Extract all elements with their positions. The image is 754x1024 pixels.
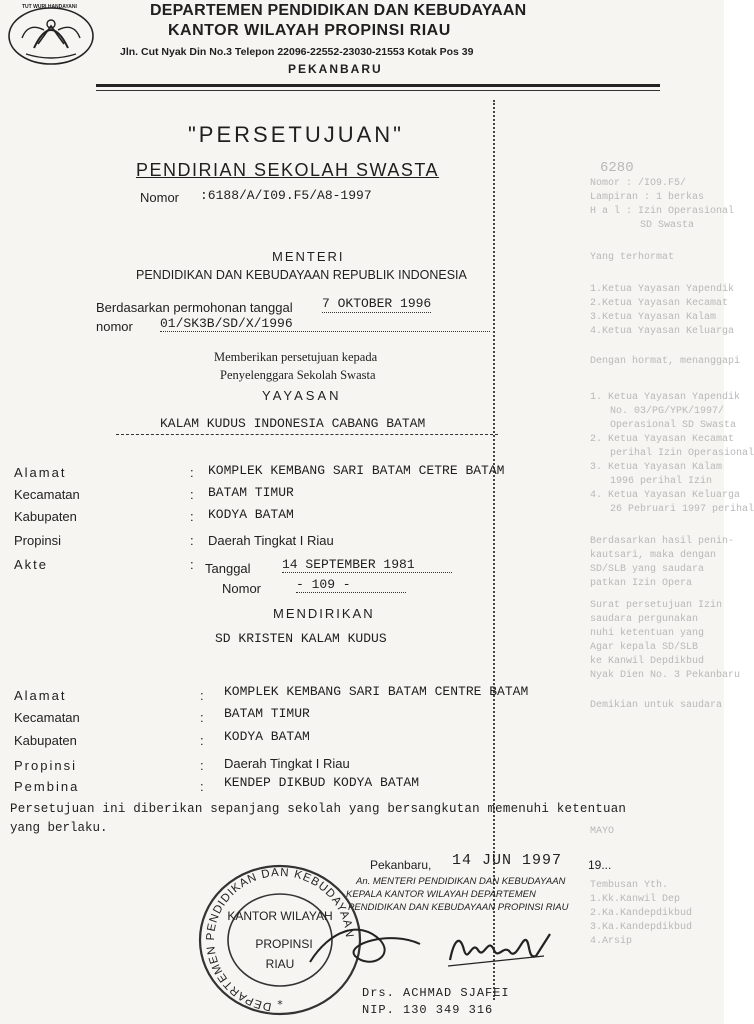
school-address: KOMPLEK KEMBANG SARI BATAM CENTRE BATAM [224, 684, 529, 699]
authority-heading: MENTERI [272, 249, 345, 264]
signature-place: Pekanbaru, [370, 858, 432, 872]
foundation-address: KOMPLEK KEMBANG SARI BATAM CETRE BATAM [208, 463, 505, 478]
colon: : [190, 557, 194, 572]
colon: : [200, 733, 204, 748]
colon: : [190, 533, 194, 548]
foundation-province-label: Propinsi [14, 533, 61, 548]
approval-line-1: Memberikan persetujuan kepada [214, 350, 378, 364]
clause-line-2: yang berlaku. [10, 821, 108, 835]
school-regency-label: Kabupaten [14, 733, 77, 748]
document-number-label: Nomor [140, 190, 180, 205]
colon: : [200, 758, 204, 773]
foundation-district: BATAM TIMUR [208, 485, 294, 500]
colon: : [200, 779, 204, 794]
letterhead-rule-thin [96, 90, 660, 91]
establishes-heading: MENDIRIKAN [273, 606, 375, 621]
signature-date: 14 JUN 1997 [452, 852, 563, 869]
colon: : [190, 509, 194, 524]
deed-date: 14 SEPTEMBER 1981 [282, 557, 452, 573]
school-name: SD KRISTEN KALAM KUDUS [215, 631, 387, 646]
school-province-label: Propinsi [14, 758, 77, 773]
application-date: 7 OKTOBER 1996 [322, 296, 432, 311]
stamp-center-1: KANTOR WILAYAH [227, 909, 333, 923]
letterhead-office: KANTOR WILAYAH PROPINSI RIAU [168, 22, 451, 39]
foundation-regency: KODYA BATAM [208, 507, 294, 522]
application-number-label: nomor [96, 319, 133, 334]
document-title: "PERSETUJUAN" [188, 122, 404, 147]
foundation-district-label: Kecamatan [14, 487, 80, 502]
school-district: BATAM TIMUR [224, 706, 310, 721]
logo-motto: TUT WURI HANDAYANI [22, 4, 77, 10]
foundation-underline [116, 434, 498, 435]
signer-nip: NIP. 130 349 316 [362, 1003, 494, 1017]
school-address-label: Alamat [14, 688, 67, 703]
clause-line-1: Persetujuan ini diberikan sepanjang sekolah yang bersangkutan memenuhi ketentuan [10, 802, 627, 816]
authority-name: PENDIDIKAN DAN KEBUDAYAAN REPUBLIK INDONESIA [136, 268, 467, 282]
application-date-label: Berdasarkan permohonan tanggal [96, 300, 293, 315]
svg-text:*: * [277, 998, 283, 1011]
tut-wuri-handayani-logo [4, 4, 94, 64]
stamp-center-2: PROPINSI [255, 937, 313, 951]
deed-number: - 109 - [296, 577, 406, 593]
stamp-center-3: RIAU [265, 957, 295, 971]
school-supervisor: KENDEP DIKBUD KODYA BATAM [224, 775, 420, 790]
school-district-label: Kecamatan [14, 710, 80, 725]
letterhead-address: Jln. Cut Nyak Din No.3 Telepon 22096-22552-23030-21553 Kotak Pos 39 [120, 46, 474, 58]
signature-position-1: KEPALA KANTOR WILAYAH DEPARTEMEN [346, 889, 536, 900]
school-regency: KODYA BATAM [224, 729, 310, 744]
school-province: Daerah Tingkat I Riau [224, 756, 350, 771]
signature-year-suffix: 19... [588, 858, 612, 872]
document-number: :6188/A/I09.F5/A8-1997 [200, 188, 372, 203]
signer-name: Drs. ACHMAD SJAFEI [362, 986, 510, 1000]
signature-position-2: PENDIDIKAN DAN KEBUDAYAAN PROPINSI RIAU [348, 902, 569, 913]
document-page: 6280 Nomor : /IO9.F5/ Lampiran : 1 berkas H a l : Izin Operasional SD Swasta Yang terhormat 1.Ketua Yayasan Yapendik 2.Ketua Yayasan Kecamat 3.Ketua Yayasan Kalam 4.Ketua Yayasan Keluarga Dengan hormat, menanggapi 1. Ketua Yayasan Yapendik No. 03/PG/YPK/1997/ Operasional SD Swasta 2. Ketua Yayasan Kecamat perihal Izin Operasional 3. Ketua Yayasan Kalam 1996 perihal Izin 4. Ketua Yayasan Keluarga 26 Pebruari 1997 perihal Berdasarkan hasil penin- kautsari, maka dengan SD/SLB yang saudara patkan Izin Opera Surat persetujuan Izin saudara pergunakan nuhi ketentuan yang Agar kepala SD/SLB ke Kanwil Depdikbud Nyak Dien No. 3 Pekanbaru Demikian untuk saudara MAYO Tembusan Yth. 1.Kk.Kanwil Dep 2.Ka.Kandepdikbud 3.Ka.Kandepdikbud 4.Arsip TUT WURI HANDAYANI DEPARTEMEN PENDIDIKAN DAN KEBUDAYAAN KANTOR WILAYAH PROPINSI RIAU Jln. Cut Nyak Din No.3 Telepon 22096-22552-23030-21553 Kotak Pos 39 PEKANBARU "PERSETUJUAN" PENDIRIAN SEKOLAH SWASTA Nomor :6188/A/I09.F5/A8-1997 MENTERI PENDIDIKAN DAN KEBUDAYAAN REPUBLIK INDONESIA Berdasarkan permohonan tanggal 7 OKTOBER 1996 nomor 01/SK3B/SD/X/1996 Memberikan persetujuan kepada Penyelenggara Sekolah Swasta YAYASAN KALAM KUDUS INDONESIA CABANG BATAM Alamat : KOMPLEK KEMBANG SARI BATAM CETRE BATAM Kecamatan : BATAM TIMUR Kabupaten : KODYA BATAM Propinsi : Daerah Tingkat I Riau Akte : Tanggal 14 SEPTEMBER 1981 Nomor - 109 - MENDIRIKAN SD KRISTEN KALAM KUDUS Alamat : KOMPLEK KEMBANG SARI BATAM CENTRE BATAM Kecamatan : BATAM TIMUR Kabupaten : KODYA BATAM Propinsi : Daerah Tingkat I Riau Pembina : KENDEP DIKBUD KODYA BATAM Persetujuan ini diberikan sepanjang sekolah yang bersangkutan memenuhi ketentuan yang berlaku. Pekanbaru, 14 JUN 1997 19... An. MENTERI PENDIDIKAN DAN KEBUDAYAAN KEPALA KANTOR WILAYAH DEPARTEMEN PENDIDIKAN DAN KEBUDAYAAN PROPINSI RIAU DEPARTEMEN PENDIDIKAN DAN KEBUDAYAAN KANTOR WILAYAH PROPINSI RIAU * Drs. ACHMAD SJAFEI NIP. 130 349 316 [0, 0, 724, 1024]
colon: : [200, 688, 204, 703]
colon: : [200, 710, 204, 725]
stamp-ring-text: DEPARTEMEN PENDIDIKAN DAN KEBUDAYAAN [204, 866, 356, 1013]
deed-date-label: Tanggal [205, 561, 251, 576]
handwritten-signature [300, 910, 560, 980]
foundation-regency-label: Kabupaten [14, 509, 77, 524]
foundation-province: Daerah Tingkat I Riau [208, 533, 334, 548]
school-supervisor-label: Pembina [14, 779, 80, 794]
letterhead-city: PEKANBARU [288, 62, 383, 76]
foundation-name: KALAM KUDUS INDONESIA CABANG BATAM [160, 416, 426, 431]
foundation-address-label: Alamat [14, 465, 67, 480]
foundation-deed-label: Akte [14, 557, 49, 572]
foundation-heading: YAYASAN [262, 388, 342, 403]
letterhead-rule-thick [96, 84, 660, 87]
document-subtitle: PENDIRIAN SEKOLAH SWASTA [136, 160, 440, 180]
signature-on-behalf: An. MENTERI PENDIDIKAN DAN KEBUDAYAAN [356, 876, 566, 887]
colon: : [190, 465, 194, 480]
approval-line-2: Penyelenggara Sekolah Swasta [220, 368, 376, 382]
colon: : [190, 487, 194, 502]
application-number: 01/SK3B/SD/X/1996 [160, 316, 490, 332]
deed-number-label: Nomor [222, 581, 262, 596]
letterhead-ministry: DEPARTEMEN PENDIDIKAN DAN KEBUDAYAAN [150, 2, 527, 19]
